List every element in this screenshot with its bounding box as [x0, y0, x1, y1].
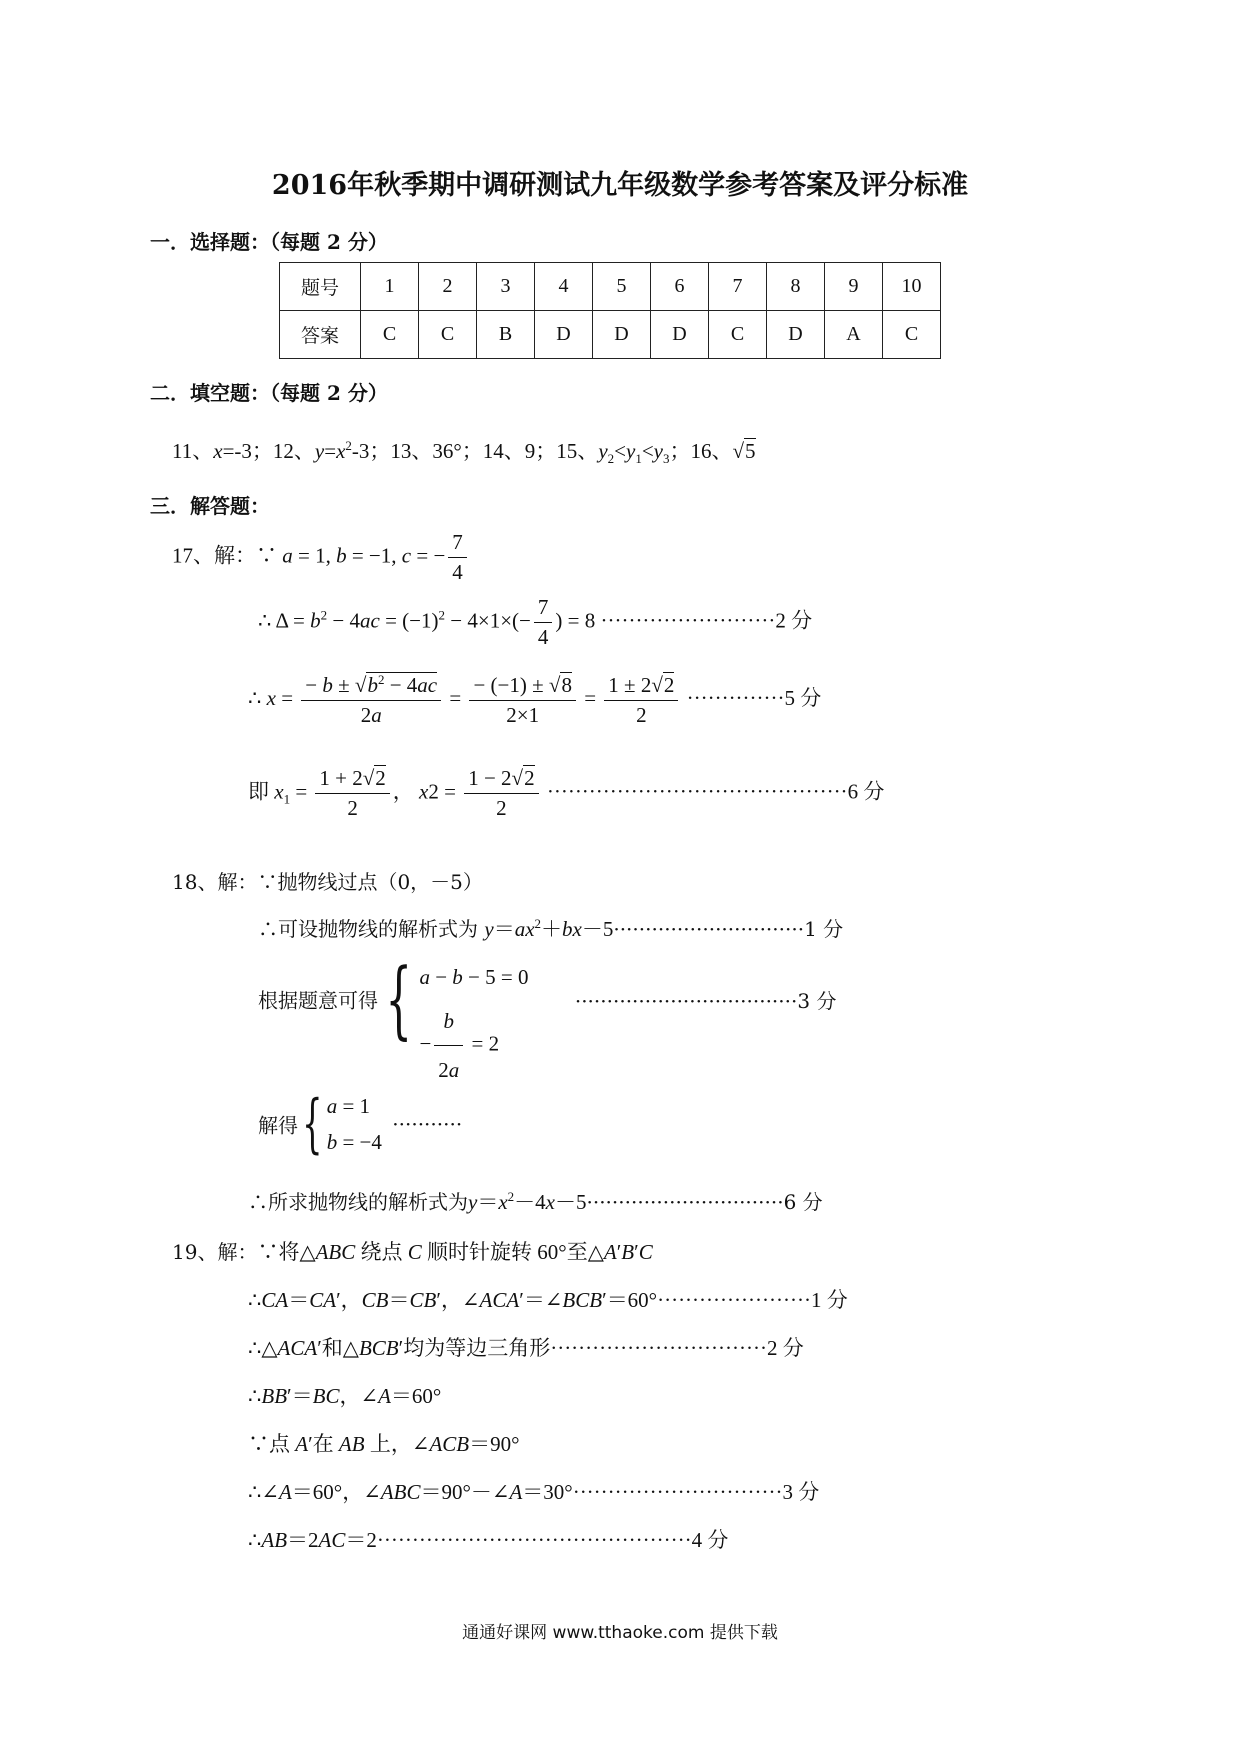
- table-row: [280, 311, 941, 359]
- q19-line1: 19、解：∵将△ABC 绕点 C 顺时针旋转 60°至△A′B′C: [172, 1240, 653, 1264]
- answer-cell: C: [709, 311, 767, 359]
- answer-cell: C: [883, 311, 941, 359]
- q17-line3: ∴ x = $\frac{- b \pm √b^2 - 4ac}{2a}$ = $\frac{- (-1) \pm √8}{2\times 1}$ = $\frac{1 \pm 2√2}{2}$ ··············5 分: [248, 672, 822, 727]
- q18-line2: ∴可设抛物线的解析式为 $y=ax^2+bx-5\cdot\cdot\cdot\cdot\cdot\cdot\cdot\cdot\cdot\cdot\cdot\cdot\cdot\cdot\cdot\cdot\cdot\cdot\cdot\cdot\cdot\cdot\cdot\cdot\cdot\cdot\cdot\cdot\cdot\cdot 1$ 分: [258, 916, 844, 941]
- q18-line1: 18、解：∵抛物线过点（0，－5）: [172, 870, 483, 894]
- answer-cell: D: [535, 311, 593, 359]
- question-number-cell: 2: [419, 263, 477, 311]
- question-number-cell: 9: [825, 263, 883, 311]
- table-row: [280, 263, 941, 311]
- q19-line7: ∴AB＝2AC＝2·············································4 分: [248, 1528, 729, 1552]
- question-number-cell: 8: [767, 263, 825, 311]
- section-solution-heading: 三．解答题：: [150, 494, 270, 518]
- q19-line5: ∵点 A′在 AB 上，∠ACB＝90°: [248, 1432, 520, 1456]
- q19-line4: ∴BB′＝BC，∠A＝60°: [248, 1384, 442, 1408]
- q17-line2: ∴ $\Delta = b^2 - 4ac = (-1)^2 - 4\times 1\times(-$ $\frac{7}{4}$ ) = 8 ·························2 分: [258, 595, 813, 649]
- question-number-cell: 3: [477, 263, 535, 311]
- q18-line5: ∴所求抛物线的解析式为$y=x^2-4x-5\cdot\cdot\cdot\cdot\cdot\cdot\cdot\cdot\cdot\cdot\cdot\cdot\cdot\cdot\cdot\cdot\cdot\cdot\cdot\cdot\cdot\cdot\cdot\cdot\cdot\cdot\cdot\cdot\cdot\cdot\cdot 6$ 分: [248, 1189, 823, 1214]
- table-header-cell: 题号: [280, 263, 361, 311]
- q19-line6: ∴∠A＝60°，∠ABC＝90°－∠A＝30°······························3 分: [248, 1480, 820, 1504]
- q17-line1: 17、解：∵ a = 1, b = −1, c = − $\frac{7}{4}$: [172, 530, 470, 585]
- q17-line4: 即 $x_1$ = $\frac{1 + 2√2}{2}$ ， x2 = $\frac{1 - 2√2}{2}$ ···········································6 分: [248, 766, 885, 820]
- question-number-cell: 7: [709, 263, 767, 311]
- table-header-cell: 答案: [280, 311, 361, 359]
- question-number-cell: 4: [535, 263, 593, 311]
- q17-label: 17、解：: [172, 543, 256, 568]
- question-number-cell: 10: [883, 263, 941, 311]
- question-number-cell: 1: [361, 263, 419, 311]
- question-number-cell: 5: [593, 263, 651, 311]
- answer-cell: D: [593, 311, 651, 359]
- section-choice-heading: 一．选择题：（每题 2 分）: [150, 230, 388, 254]
- question-number-cell: 6: [651, 263, 709, 311]
- section-fill-heading: 二．填空题：（每题 2 分）: [150, 381, 388, 405]
- choice-answer-table: [279, 262, 941, 359]
- answer-cell: A: [825, 311, 883, 359]
- page-title: 2016年秋季期中调研测试九年级数学参考答案及评分标准: [271, 170, 969, 201]
- q18-line4: 解得{ a = 1 b = −4 ···········: [258, 1087, 463, 1161]
- answer-cell: C: [361, 311, 419, 359]
- answer-cell: C: [419, 311, 477, 359]
- answer-cell: D: [651, 311, 709, 359]
- q19-line2: ∴CA＝CA′，CB＝CB′，∠ACA′＝∠BCB′＝60°······················1 分: [248, 1288, 848, 1312]
- fill-answers: 11、x=-3；12、$y=x^2-3$；13、36°；14、9；15、$y_2<y_1<y_3$；16、√5: [172, 438, 756, 467]
- footer-source: 通通好课网 www.tthaoke.com 提供下载: [462, 1623, 778, 1643]
- q18-line3: 根据题意可得{ a − b − 5 = 0 − $\frac{b}{2a}$ = 2 ···································3 分: [258, 950, 837, 1082]
- q19-line3: ∴△ACA′和△BCB′均为等边三角形·······························2 分: [248, 1336, 804, 1360]
- answer-cell: B: [477, 311, 535, 359]
- answer-cell: D: [767, 311, 825, 359]
